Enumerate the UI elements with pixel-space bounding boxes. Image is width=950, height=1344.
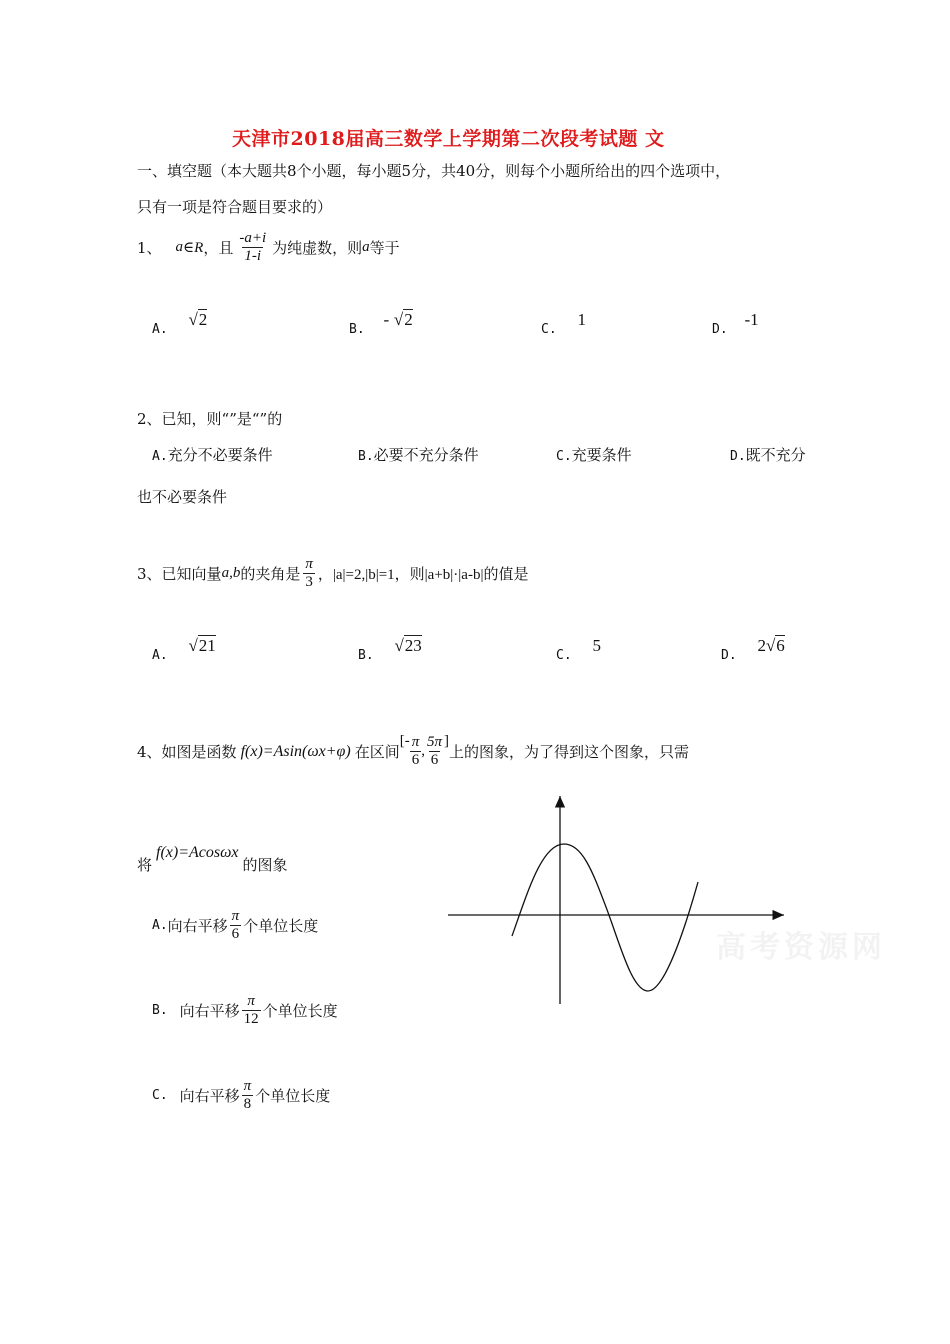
question-number: 4、 bbox=[137, 743, 162, 762]
option-label: C. bbox=[556, 648, 572, 663]
function-expression: f(x)=Asin(ωx+φ) bbox=[240, 742, 351, 760]
option-value: 5 bbox=[592, 636, 601, 655]
math-var: a bbox=[175, 239, 184, 256]
q4-post: 上的图象，为了得到这个图象，只需 bbox=[449, 743, 690, 762]
interval-frac-2 bbox=[425, 734, 444, 770]
interval-open: [- bbox=[399, 733, 410, 750]
interval-comma: , bbox=[421, 743, 425, 760]
section-heading-line1: 一、填空题（本大题共8个小题，每小题5分，共40分，则每个小题所给出的四个选项中， bbox=[137, 162, 731, 180]
fraction-denominator: 6 bbox=[430, 752, 439, 769]
question-number: 3、 bbox=[137, 565, 162, 584]
q1-and: ，且 bbox=[203, 239, 234, 258]
option-text: 向右平移 bbox=[167, 917, 228, 936]
radicand: 23 bbox=[404, 636, 422, 655]
fraction-numerator: -a+i bbox=[239, 230, 267, 246]
q4-option-a bbox=[152, 908, 318, 944]
option-label: D. bbox=[721, 648, 737, 663]
q3-option-b bbox=[358, 636, 422, 664]
fraction-denominator: 8 bbox=[243, 1096, 252, 1113]
q1-option-c bbox=[541, 310, 586, 338]
q1-fraction bbox=[237, 230, 268, 266]
option-fraction bbox=[230, 908, 242, 944]
sine-graph-figure bbox=[440, 786, 800, 1012]
option-label: D. bbox=[712, 322, 728, 337]
fraction-denominator: 3 bbox=[305, 574, 313, 591]
fraction-numerator: π bbox=[247, 993, 255, 1009]
q1-option-b bbox=[349, 310, 413, 338]
q3-option-c bbox=[556, 636, 601, 664]
option-label: B. bbox=[358, 648, 374, 663]
q2-option-d-wrap: 也不必要条件 bbox=[137, 488, 228, 506]
coefficient: 2 bbox=[757, 636, 766, 655]
q2-option-c bbox=[556, 444, 632, 465]
math-set: ∈R bbox=[183, 240, 204, 257]
option-label: D. bbox=[730, 449, 746, 464]
fraction-numerator: π bbox=[231, 908, 240, 924]
option-text: 向右平移 bbox=[179, 1002, 240, 1021]
option-value: 必要不充分条件 bbox=[373, 446, 479, 464]
option-value: 充分不必要条件 bbox=[167, 446, 273, 464]
question-2: 2、已知，则“”是“”的 bbox=[137, 410, 283, 428]
question-3 bbox=[137, 556, 528, 592]
option-label: B. bbox=[152, 1003, 168, 1019]
interval-close: ] bbox=[444, 733, 450, 750]
question-4 bbox=[137, 734, 689, 770]
page-title: 天津市2018届高三数学上学期第二次段考试题 文 bbox=[232, 128, 665, 150]
option-fraction bbox=[242, 1078, 254, 1114]
radicand: 2 bbox=[198, 310, 208, 329]
option-label: A. bbox=[152, 449, 168, 464]
fraction-denominator: 6 bbox=[231, 926, 240, 943]
option-value: 1 bbox=[577, 310, 586, 329]
q4-option-c bbox=[152, 1078, 330, 1114]
q3-fraction bbox=[303, 556, 315, 592]
option-label: C. bbox=[541, 322, 557, 337]
fraction-numerator: π bbox=[411, 734, 420, 750]
radicand: 2 bbox=[404, 310, 413, 329]
question-1 bbox=[137, 230, 400, 266]
option-unit: 个单位长度 bbox=[262, 1002, 338, 1021]
q4-mid: 在区间 bbox=[354, 743, 400, 762]
option-text: 向右平移 bbox=[179, 1087, 240, 1106]
radicand: 21 bbox=[198, 636, 216, 655]
interval-frac-1 bbox=[410, 734, 422, 770]
sqrt-expression: √21 bbox=[188, 636, 216, 655]
sqrt-expression: √2 bbox=[188, 310, 208, 329]
option-unit: 个单位长度 bbox=[255, 1087, 331, 1106]
option-label: C. bbox=[556, 449, 572, 464]
math-vars: a,b bbox=[221, 565, 241, 582]
minus-sign: - bbox=[383, 310, 390, 329]
sine-curve bbox=[512, 844, 698, 991]
watermark: 高考资源网 bbox=[716, 930, 886, 965]
option-label: A. bbox=[152, 648, 168, 663]
option-label: B. bbox=[358, 449, 374, 464]
q1-option-d bbox=[712, 310, 759, 338]
option-value: 充要条件 bbox=[571, 446, 632, 464]
sqrt-expression: √6 bbox=[765, 636, 785, 655]
option-label: A. bbox=[152, 322, 168, 337]
fraction-denominator: 12 bbox=[243, 1011, 259, 1028]
q4-line2-pre: 将 bbox=[137, 856, 153, 874]
q1-tail: 为纯虚数，则 bbox=[272, 239, 363, 258]
option-fraction bbox=[242, 993, 261, 1029]
q4-option-b bbox=[152, 993, 338, 1029]
q3-condition: ，|a|=2,|b|=1，则|a+b|·|a-b|的值是 bbox=[317, 567, 529, 584]
fraction-numerator: 5π bbox=[427, 734, 443, 750]
option-label: A. bbox=[152, 918, 168, 934]
math-var: a bbox=[362, 239, 370, 256]
radicand: 6 bbox=[776, 636, 785, 655]
section-heading-line2: 只有一项是符合题目要求的） bbox=[137, 198, 333, 216]
q2-option-b bbox=[358, 444, 479, 465]
q2-option-d bbox=[730, 444, 806, 465]
option-value: 既不充分 bbox=[745, 446, 806, 464]
q3-option-d bbox=[721, 636, 785, 664]
q1-tail2: 等于 bbox=[369, 239, 400, 258]
option-value: -1 bbox=[744, 310, 759, 329]
option-unit: 个单位长度 bbox=[243, 917, 319, 936]
q4-pre: 如图是函数 bbox=[161, 743, 237, 762]
fraction-denominator: 6 bbox=[411, 752, 420, 769]
option-label: C. bbox=[152, 1088, 168, 1104]
q3-mid: 的夹角是 bbox=[240, 565, 301, 584]
q3-pre: 已知向量 bbox=[161, 565, 222, 584]
sqrt-expression: √23 bbox=[394, 636, 422, 655]
sqrt-expression: √2 bbox=[393, 310, 413, 329]
fraction-denominator: 1-i bbox=[244, 248, 262, 265]
option-label: B. bbox=[349, 322, 365, 337]
q1-option-a bbox=[152, 310, 208, 338]
fraction-numerator: π bbox=[243, 1078, 252, 1094]
q4-line2-post: 的图象 bbox=[242, 856, 288, 874]
function-expression: f(x)=Acosωx bbox=[156, 843, 239, 861]
q3-option-a bbox=[152, 636, 216, 664]
fraction-numerator: π bbox=[305, 556, 313, 572]
question-4-line2 bbox=[137, 842, 288, 874]
q2-option-a bbox=[152, 444, 273, 465]
question-number: 1、 bbox=[137, 239, 162, 258]
